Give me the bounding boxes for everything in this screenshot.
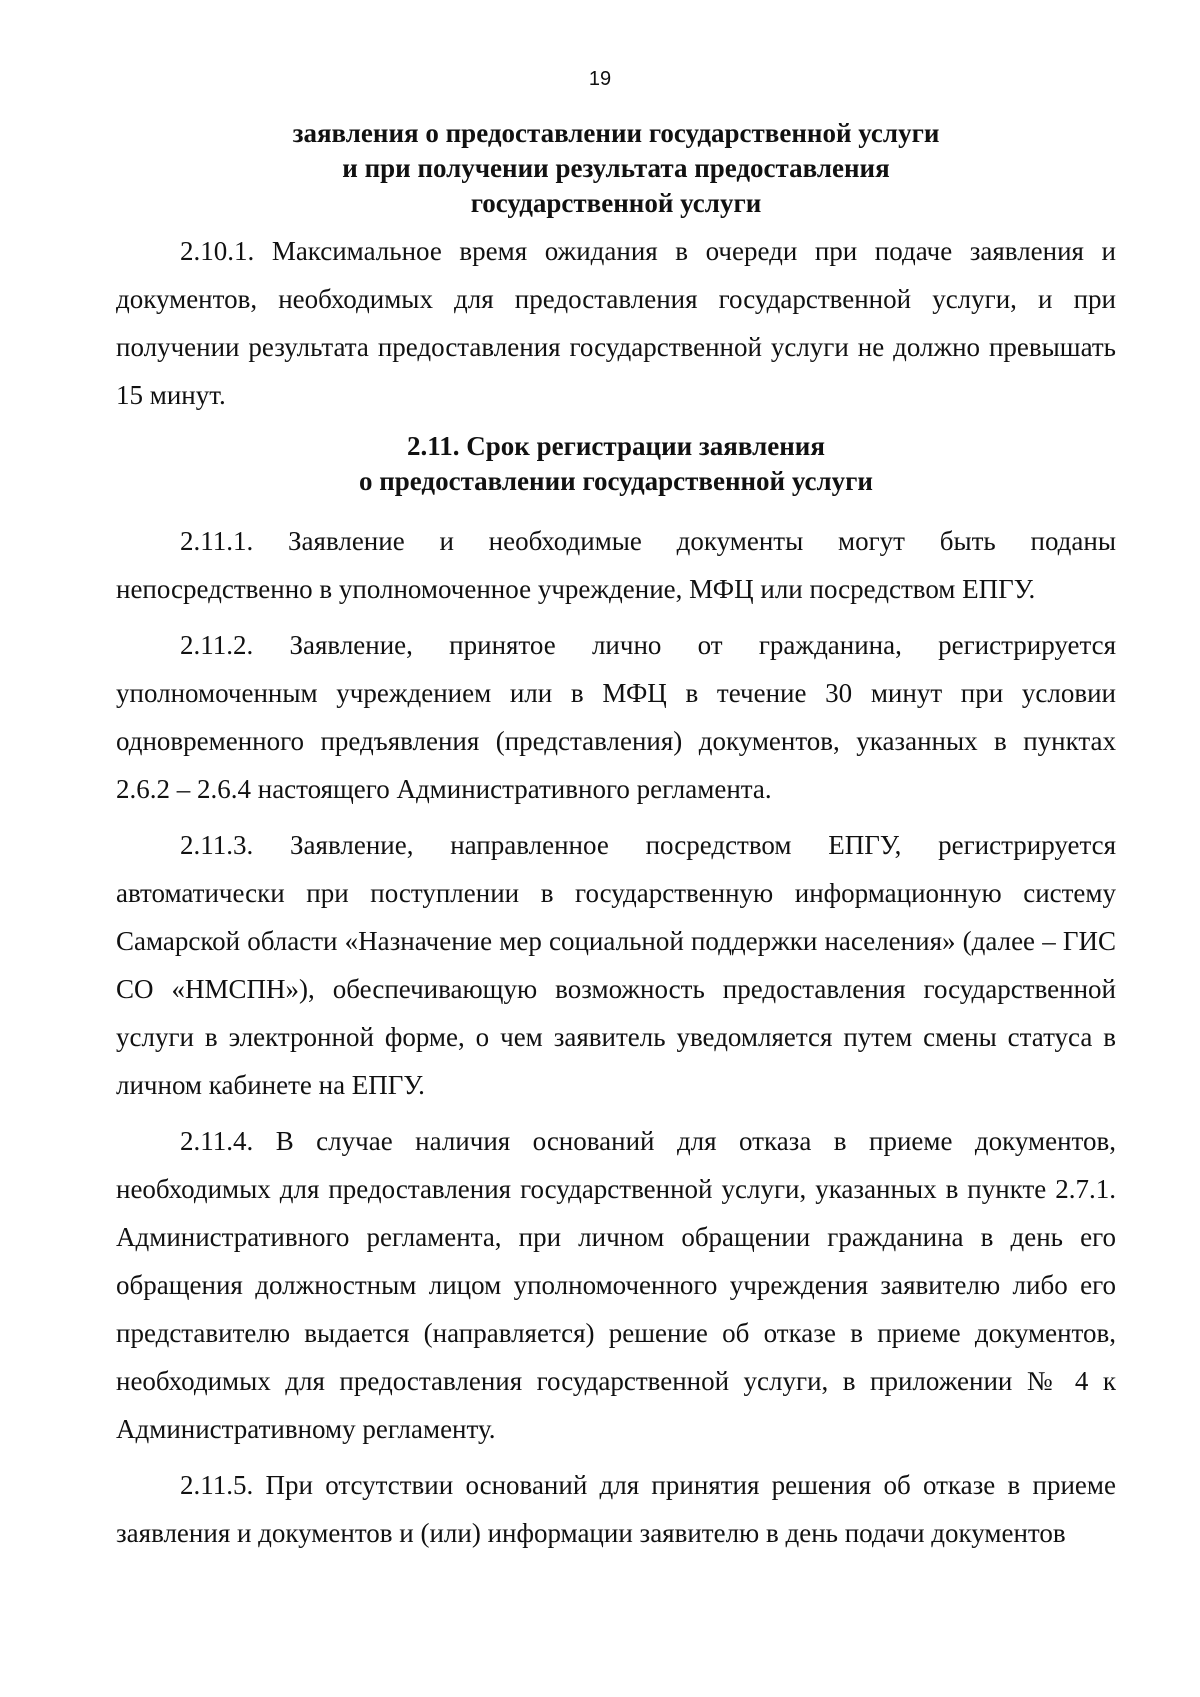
paragraph-2-11-3: 2.11.3. Заявление, направленное посредством ЕПГУ, регистрируется автоматически при поступлении в государственную информационную систему Самарской области «Назначение мер социальной поддержки населения» (далее – ГИС СО «НМСПН»), обеспечивающую возможность предоставления государственной услуги в электронной форме, о чем заявитель уведомляется путем смены статуса в личном кабинете на ЕПГУ. <box>116 830 1116 1100</box>
heading-line: о предоставлении государственной услуги <box>358 466 873 496</box>
paragraph-2-11-5: 2.11.5. При отсутствии оснований для принятия решения об отказе в приеме заявления и документов и (или) информации заявителю в день подачи документов <box>116 1470 1116 1548</box>
paragraph-2-10-1: 2.10.1. Максимальное время ожидания в очереди при подаче заявления и документов, необходимых для предоставления государственной услуги, и при получении результата предоставления государственной услуги не должно превышать 15 минут. <box>116 236 1116 410</box>
section-heading-2-11 <box>116 429 1116 499</box>
heading-line: заявления о предоставлении государственной услуги <box>292 118 940 148</box>
page-number: 19 <box>588 68 612 90</box>
continued-heading <box>116 116 1116 221</box>
paragraph-2-11-1: 2.11.1. Заявление и необходимые документы могут быть поданы непосредственно в уполномоченное учреждение, МФЦ или посредством ЕПГУ. <box>116 526 1116 604</box>
document-body <box>116 116 1116 1557</box>
paragraph-2-11-2: 2.11.2. Заявление, принятое лично от гражданина, регистрируется уполномоченным учреждением или в МФЦ в течение 30 минут при условии одновременного предъявления (представления) документов, указанных в пунктах 2.6.2 – 2.6.4 настоящего Административного регламента. <box>116 630 1116 804</box>
paragraph-2-11-4: 2.11.4. В случае наличия оснований для отказа в приеме документов, необходимых для предоставления государственной услуги, указанных в пункте 2.7.1. Административного регламента, при личном обращении гражданина в день его обращения должностным лицом уполномоченного учреждения заявителю либо его представителю выдается (направляется) решение об отказе в приеме документов, необходимых для предоставления государственной услуги, в приложении № 4 к Административному регламенту. <box>116 1126 1116 1444</box>
heading-line: государственной услуги <box>470 188 762 218</box>
heading-line: и при получении результата предоставления <box>342 153 890 183</box>
heading-line: 2.11. Срок регистрации заявления <box>407 431 825 461</box>
